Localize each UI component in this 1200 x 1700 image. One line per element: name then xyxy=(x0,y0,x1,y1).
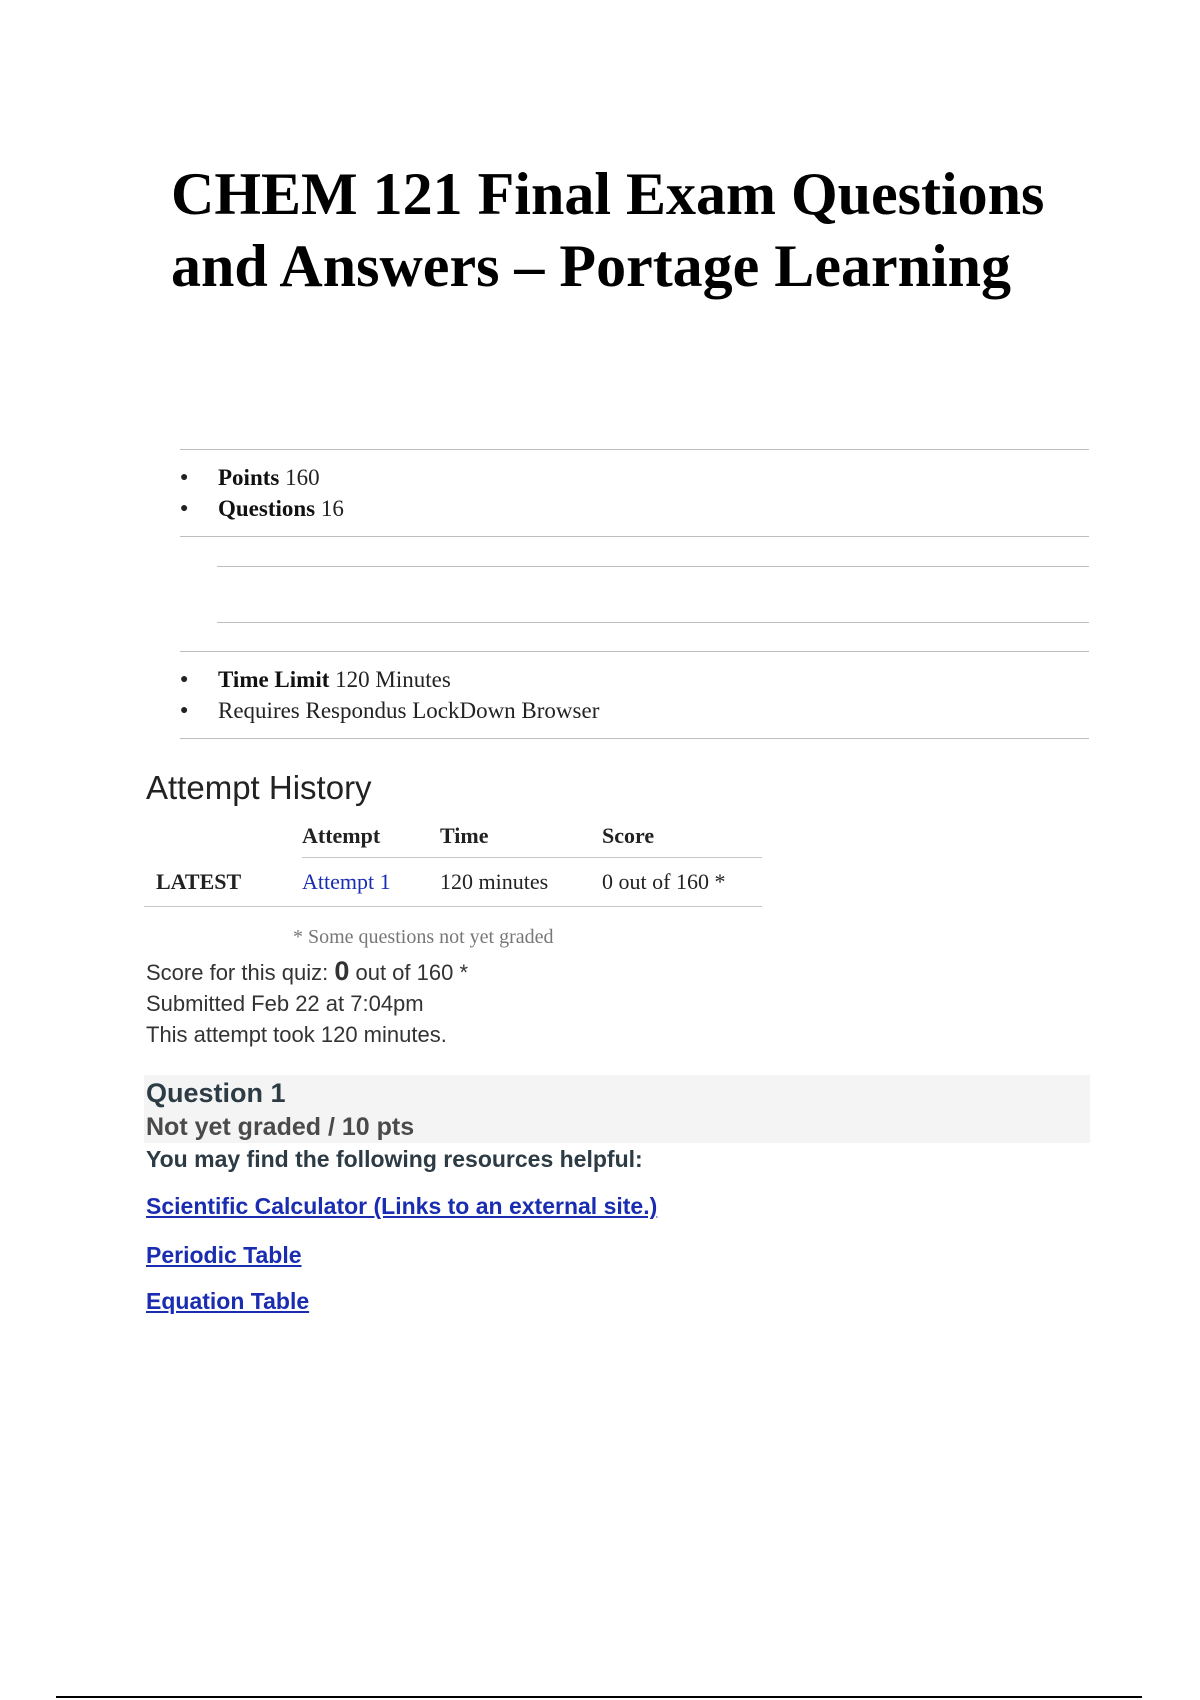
quiz-requirements-list xyxy=(180,664,599,726)
quiz-score-line xyxy=(146,956,468,988)
bullet-icon: ● xyxy=(180,501,189,516)
attempt-duration: This attempt took 120 minutes. xyxy=(146,1022,447,1047)
time-cell: 120 minutes xyxy=(440,858,602,907)
bullet-icon: ● xyxy=(180,470,189,485)
quiz-points-item xyxy=(180,462,344,493)
scientific-calculator-link[interactable]: Scientific Calculator (Links to an external site.) xyxy=(146,1193,658,1219)
divider xyxy=(180,449,1089,450)
latest-label: LATEST xyxy=(144,858,302,907)
document-title-line-1: CHEM 121 Final Exam Questions xyxy=(171,161,1045,227)
table-header-time: Time xyxy=(440,815,602,858)
divider xyxy=(217,566,1089,567)
divider xyxy=(180,738,1089,739)
score-prefix: Score for this quiz: xyxy=(146,960,329,985)
document-title-line-2: and Answers – Portage Learning xyxy=(171,233,1011,299)
points-label: Points xyxy=(218,465,280,490)
grading-footnote: * Some questions not yet graded xyxy=(293,926,554,948)
attempt-history-table xyxy=(144,815,762,907)
score-summary xyxy=(146,956,468,1050)
questions-value: 16 xyxy=(320,496,344,521)
attempt-history-heading: Attempt History xyxy=(146,769,372,806)
question-header xyxy=(144,1075,1090,1143)
table-header-attempt: Attempt xyxy=(302,815,440,858)
divider xyxy=(180,651,1089,652)
divider xyxy=(217,622,1089,623)
bullet-icon: ● xyxy=(180,703,189,718)
submitted-time: Submitted Feb 22 at 7:04pm xyxy=(146,991,424,1016)
bullet-icon: ● xyxy=(180,672,189,687)
time-limit-value: 120 Minutes xyxy=(335,667,451,692)
points-value: 160 xyxy=(285,465,320,490)
attempt-cell xyxy=(302,858,440,907)
questions-label: Questions xyxy=(218,496,316,521)
attempt-link[interactable]: Attempt 1 xyxy=(302,869,391,894)
score-value: 0 xyxy=(334,956,350,986)
score-cell: 0 out of 160 * xyxy=(602,858,762,907)
resources-intro: You may find the following resources helpful: xyxy=(146,1146,643,1172)
question-title: Question 1 xyxy=(146,1078,286,1108)
time-limit-item xyxy=(180,664,599,695)
table-header-row xyxy=(144,815,762,858)
quiz-details-list xyxy=(180,462,344,524)
question-points: Not yet graded / 10 pts xyxy=(146,1113,415,1141)
quiz-questions-item xyxy=(180,493,344,524)
time-limit-label: Time Limit xyxy=(218,667,330,692)
lockdown-requirement: Requires Respondus LockDown Browser xyxy=(218,698,600,723)
table-header-blank xyxy=(144,815,302,858)
score-suffix: out of 160 * xyxy=(355,960,469,985)
divider xyxy=(180,536,1089,537)
document-title xyxy=(171,158,1171,302)
page-bottom-rule xyxy=(56,1696,1142,1698)
lockdown-browser-item xyxy=(180,695,599,726)
table-row xyxy=(144,858,762,907)
equation-table-link[interactable]: Equation Table xyxy=(146,1288,310,1314)
periodic-table-link[interactable]: Periodic Table xyxy=(146,1242,302,1268)
table-header-score: Score xyxy=(602,815,762,858)
